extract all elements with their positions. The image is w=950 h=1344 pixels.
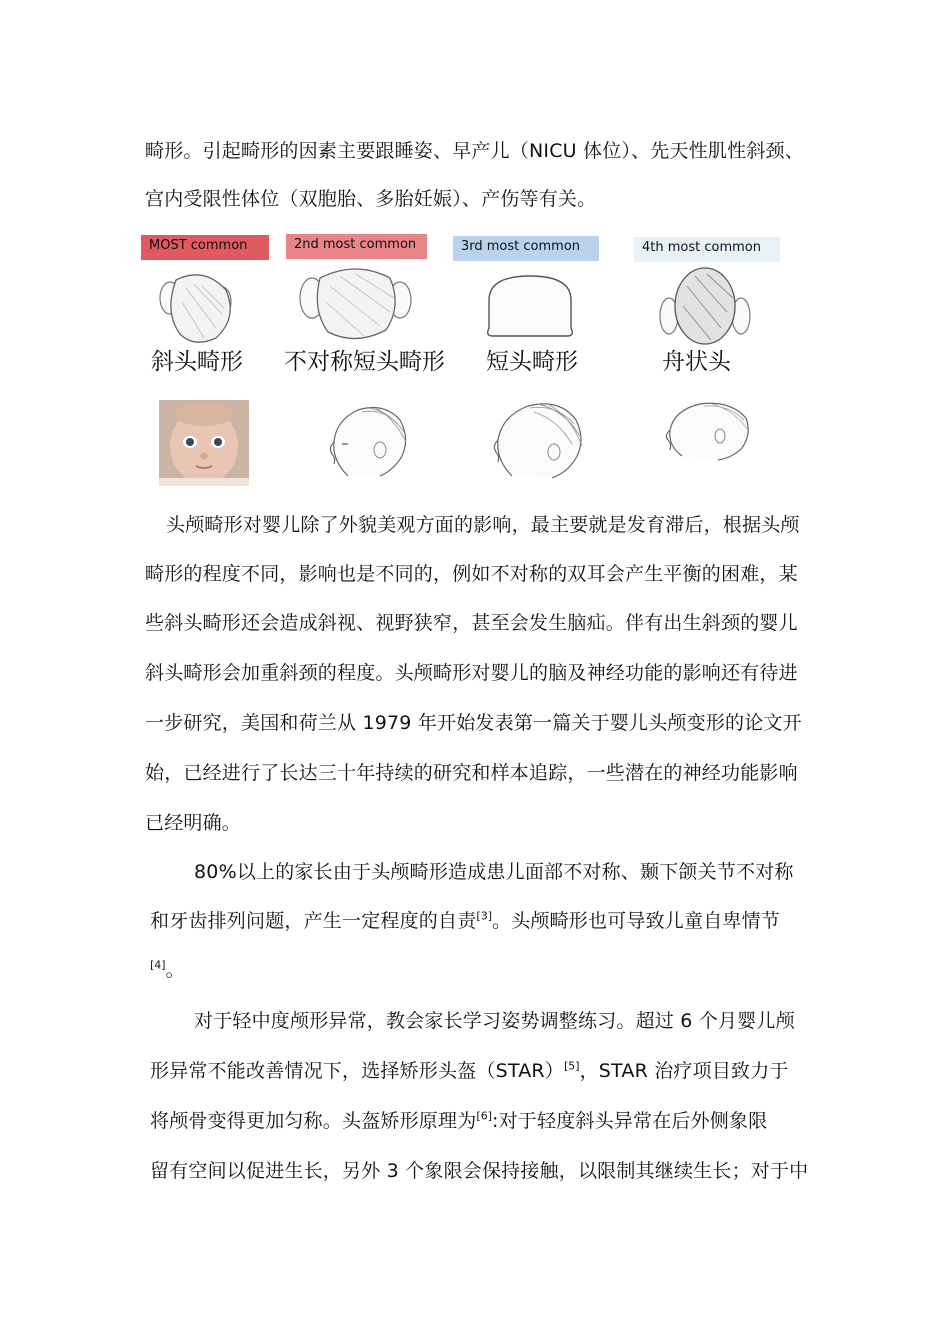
para3-line-4: 留有空间以促进生长，另外 3 个象限会保持接触，以限制其继续生长；对于中	[150, 1160, 809, 1182]
intro-line-1: 畸形。引起畸形的因素主要跟睡姿、早产儿（NICU 体位）、先天性肌性斜颈、	[145, 140, 804, 162]
asymmetric-brachycephaly-top-view-illustration	[290, 262, 420, 347]
name-asymmetric-brachycephaly: 不对称短头畸形	[284, 349, 445, 375]
para2-line-2-text-b: 。头颅畸形也可导致儿童自卑情节	[492, 910, 781, 932]
tag-most-common: MOST common	[141, 235, 269, 260]
para3-line-3	[150, 1108, 767, 1134]
profile-sketch-2	[488, 396, 588, 484]
name-plagiocephaly: 斜头畸形	[151, 349, 243, 375]
para1-line-4: 斜头畸形会加重斜颈的程度。头颅畸形对婴儿的脑及神经功能的影响还有待进	[145, 662, 798, 684]
para1-line-7: 已经明确。	[145, 812, 242, 834]
tag-4th-most-common: 4th most common	[634, 237, 780, 262]
para1-line-1: 头颅畸形对婴儿除了外貌美观方面的影响，最主要就是发育滞后，根据头颅	[166, 514, 800, 536]
para3-line-2-text-a: 形异常不能改善情况下，选择矫形头盔（STAR）	[150, 1060, 564, 1082]
name-scaphocephaly: 舟状头	[662, 349, 731, 375]
para1-line-3: 些斜头畸形还会造成斜视、视野狭窄，甚至会发生脑疝。伴有出生斜颈的婴儿	[145, 612, 798, 634]
para2-line-2	[150, 908, 780, 934]
profile-sketch-3	[660, 396, 755, 464]
para1-line-5: 一步研究，美国和荷兰从 1979 年开始发表第一篇关于婴儿头颅变形的论文开	[145, 712, 802, 734]
para2-line-3	[150, 957, 185, 983]
plagiocephaly-top-view-illustration	[146, 268, 246, 348]
para2-line-1: 80%以上的家长由于头颅畸形造成患儿面部不对称、颞下颌关节不对称	[194, 861, 794, 883]
tag-2nd-most-common: 2nd most common	[286, 234, 427, 259]
para1-line-2: 畸形的程度不同，影响也是不同的，例如不对称的双耳会产生平衡的困难，某	[145, 563, 798, 585]
citation-4: [4]	[150, 958, 166, 972]
brachycephaly-top-view-illustration	[475, 270, 585, 342]
para2-line-2-text-a: 和牙齿排列问题，产生一定程度的自责	[150, 910, 477, 932]
baby-face-photo	[159, 400, 249, 486]
para1-line-6: 始，已经进行了长达三十年持续的研究和样本追踪，一些潜在的神经功能影响	[145, 762, 798, 784]
intro-line-2: 宫内受限性体位（双胞胎、多胎妊娠）、产伤等有关。	[145, 188, 597, 210]
profile-sketch-1	[318, 398, 413, 483]
scaphocephaly-top-view-illustration	[655, 266, 755, 348]
tag-3rd-most-common: 3rd most common	[453, 236, 599, 261]
name-brachycephaly: 短头畸形	[486, 349, 578, 375]
citation-3: [3]	[476, 909, 492, 923]
para3-line-2-text-b: ，STAR 治疗项目致力于	[579, 1060, 789, 1082]
para3-line-2	[150, 1058, 789, 1084]
citation-6: [6]	[476, 1109, 492, 1123]
para3-line-3-text-a: 将颅骨变得更加匀称。头盔矫形原理为	[150, 1110, 477, 1132]
para2-line-3-text: 。	[165, 959, 185, 981]
para3-line-1: 对于轻中度颅形异常，教会家长学习姿势调整练习。超过 6 个月婴儿颅	[194, 1010, 795, 1032]
para3-line-3-text-b: :对于轻度斜头异常在后外侧象限	[492, 1110, 768, 1132]
citation-5: [5]	[564, 1059, 580, 1073]
